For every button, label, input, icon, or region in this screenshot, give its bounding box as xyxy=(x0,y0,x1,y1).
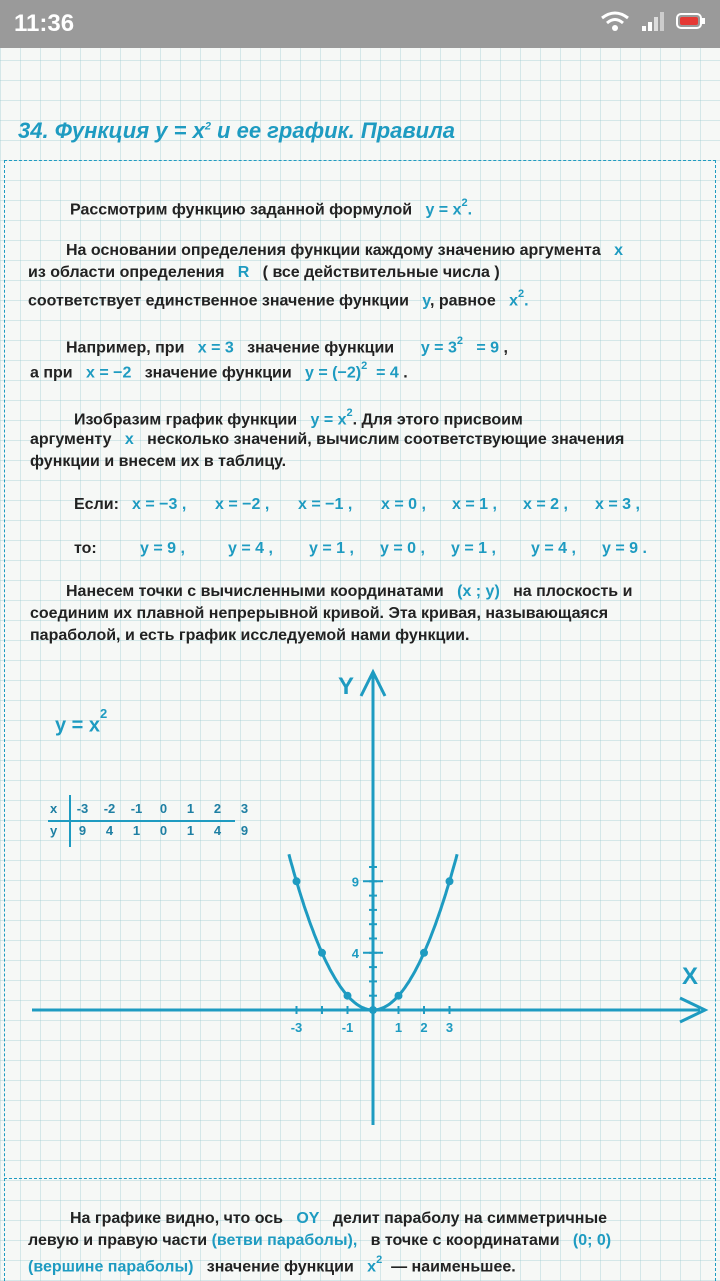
data-point xyxy=(344,992,352,1000)
then-row-value-6: y = 4 , xyxy=(531,540,576,557)
chart-formula-text: y = x xyxy=(55,714,101,737)
p4-a: Изобразим график функции xyxy=(74,411,298,429)
p3-f1b: = 9 xyxy=(476,339,499,357)
p2-line1: На основании определения функции каждому значению аргумента xyxy=(66,242,601,259)
paragraph-2-line-3 xyxy=(28,290,529,310)
p2-line2b: ( все действительные числа ) xyxy=(262,264,500,281)
p4-f: y = x xyxy=(310,411,347,429)
p3-f2b: = 4 xyxy=(376,364,399,382)
paragraph-2-line-1 xyxy=(66,242,623,260)
x-axis-label: X xyxy=(681,963,699,990)
p4-sup: 2 xyxy=(346,407,353,419)
p6-oy: OY xyxy=(296,1210,320,1227)
p6-c: левую и правую части xyxy=(28,1232,208,1249)
p2-line2a: из области определения xyxy=(28,264,225,281)
values-table-y-cell: 9 xyxy=(240,822,249,838)
p2-y: y xyxy=(422,292,430,310)
y-axis-label: Y xyxy=(337,673,355,700)
paragraph-5-line-1 xyxy=(66,583,632,601)
values-table-y-cell: 1 xyxy=(132,822,141,838)
y-tick-label: 9 xyxy=(351,874,359,890)
values-table-x-cell: 0 xyxy=(159,800,168,816)
data-point xyxy=(293,877,301,885)
values-table-x-cell: -1 xyxy=(130,800,143,816)
then-row-label: то: xyxy=(74,540,97,557)
p5-a: Нанесем точки с вычисленными координатами xyxy=(66,583,444,600)
signal-icon xyxy=(640,10,666,32)
p3-a1: Например, при xyxy=(66,339,185,357)
then-row-value-3: y = 1 , xyxy=(309,540,354,557)
paragraph-6-line-1 xyxy=(70,1210,607,1228)
p5-coords: (x ; y) xyxy=(457,583,500,600)
p6-branches: (ветви параболы), xyxy=(211,1232,358,1249)
p2-line3b: , равное xyxy=(429,292,496,310)
title-sup: 2 xyxy=(204,120,211,133)
paragraph-3-line-2 xyxy=(30,362,408,382)
then-row-value-5: y = 1 , xyxy=(451,540,496,557)
data-point xyxy=(446,877,454,885)
p2-x2: x xyxy=(509,292,518,310)
p3-b1: а при xyxy=(30,364,73,382)
p3-dot: . xyxy=(403,364,408,382)
paragraph-5-line-2: соединим их плавной непрерывной кривой. Эта кривая, называющаяся xyxy=(30,605,609,622)
p3-b2: значение функции xyxy=(144,364,292,382)
p6-d: в точке с координатами xyxy=(370,1232,560,1249)
paragraph-2-line-2 xyxy=(28,264,500,282)
wifi-icon xyxy=(600,10,630,32)
p6-x: x xyxy=(367,1258,377,1276)
then-row-value-4: y = 0 , xyxy=(380,540,425,557)
title-prefix: 34. Функция y = x xyxy=(18,118,205,143)
p2-R: R xyxy=(237,264,250,281)
p1-tail: . xyxy=(467,201,473,219)
p4-d: несколько значений, вычислим соответствующие значения xyxy=(147,431,625,448)
p2-tail: . xyxy=(524,292,529,310)
values-table-x-cell: -2 xyxy=(103,800,116,816)
values-table-y-cell: 9 xyxy=(78,822,87,838)
status-icons xyxy=(600,10,706,32)
if-row-value-2: x = −2 , xyxy=(215,496,270,513)
if-row-value-4: x = 0 , xyxy=(381,496,426,513)
paragraph-6-line-3 xyxy=(28,1256,516,1276)
values-table-x-head: x xyxy=(50,800,58,816)
values-table-y-cell: 4 xyxy=(213,822,222,838)
p3-f2: y = (−2) xyxy=(305,364,362,382)
if-row-value-5: x = 1 , xyxy=(452,496,497,513)
if-row-value-6: x = 2 , xyxy=(523,496,568,513)
p3-sup1: 2 xyxy=(456,335,463,347)
data-point xyxy=(318,949,326,957)
parabola-chart xyxy=(0,660,720,1140)
then-row-value-7: y = 9 . xyxy=(602,540,647,557)
values-table-x-cell: -3 xyxy=(76,800,89,816)
x-tick-label: 1 xyxy=(394,1020,403,1035)
then-row-value-2: y = 4 , xyxy=(228,540,273,557)
chart-formula-sup: 2 xyxy=(100,706,108,721)
p6-e: значение функции xyxy=(206,1258,354,1276)
p4-x: x xyxy=(124,431,134,448)
p3-x2: x = −2 xyxy=(85,364,132,382)
data-point xyxy=(420,949,428,957)
x-tick-label: 2 xyxy=(420,1020,428,1035)
status-bar xyxy=(0,0,720,48)
p6-b: делит параболу на симметричные xyxy=(332,1210,608,1227)
values-table-x-cell: 3 xyxy=(240,800,249,816)
p4-c: аргументу xyxy=(30,431,112,448)
paragraph-4-line-2 xyxy=(30,431,624,449)
p6-vertex: (вершине параболы) xyxy=(28,1258,194,1276)
x-tick-label: -1 xyxy=(341,1020,354,1035)
p3-sup2: 2 xyxy=(361,360,368,372)
data-point xyxy=(395,992,403,1000)
y-tick-label: 4 xyxy=(351,945,359,961)
p6-a: На графике видно, что ось xyxy=(70,1210,284,1227)
if-row-value-3: x = −1 , xyxy=(298,496,353,513)
values-table-x-cell: 1 xyxy=(186,800,195,816)
p1-sup: 2 xyxy=(461,197,468,209)
paragraph-5-line-3: параболой, и есть график исследуемой нами функции. xyxy=(30,627,470,644)
p1-formula: y = x xyxy=(425,201,462,219)
p5-b: на плоскость и xyxy=(513,583,633,600)
p2-sup: 2 xyxy=(517,288,525,300)
p6-f: — наименьшее. xyxy=(391,1258,516,1276)
data-point xyxy=(369,1006,377,1014)
p3-a2: значение функции xyxy=(247,339,395,357)
x-tick-label: -3 xyxy=(290,1020,303,1035)
if-row-value-1: x = −3 , xyxy=(132,496,187,513)
section-separator xyxy=(4,1178,716,1179)
values-table-y-cell: 1 xyxy=(186,822,195,838)
if-row-value-7: x = 3 , xyxy=(595,496,640,513)
then-row-value-1: y = 9 , xyxy=(140,540,185,557)
values-table-y-cell: 4 xyxy=(105,822,114,838)
battery-icon xyxy=(676,12,706,30)
page-title xyxy=(18,118,455,144)
p1-text: Рассмотрим функцию заданной формулой xyxy=(70,201,413,219)
x-tick-label: 3 xyxy=(445,1020,454,1035)
p4-b: . Для этого присвоим xyxy=(352,411,523,429)
title-suffix: и ее график. Правила xyxy=(210,118,456,143)
status-time: 11:36 xyxy=(14,10,75,37)
p2-x: x xyxy=(614,242,623,259)
p3-f1: y = 3 xyxy=(420,339,457,357)
p2-line3a: соответствует единственное значение функции xyxy=(28,292,409,310)
values-table-x-cell: 2 xyxy=(213,800,222,816)
paragraph-3-line-1 xyxy=(66,337,508,357)
p3-x1: x = 3 xyxy=(197,339,234,357)
paragraph-4-line-3 xyxy=(30,453,286,471)
values-table-y-head: y xyxy=(50,822,58,838)
p4-e: функции и внесем их в таблицу. xyxy=(30,453,287,470)
paragraph-6-line-2 xyxy=(28,1232,611,1250)
paragraph-4-line-1 xyxy=(74,409,523,429)
p3-comma: , xyxy=(503,339,508,357)
p6-sup: 2 xyxy=(376,1254,383,1266)
if-row-label: Если: xyxy=(74,496,119,513)
paragraph-1 xyxy=(70,199,472,219)
p6-pt: (0; 0) xyxy=(572,1232,612,1249)
values-table-y-cell: 0 xyxy=(159,822,168,838)
